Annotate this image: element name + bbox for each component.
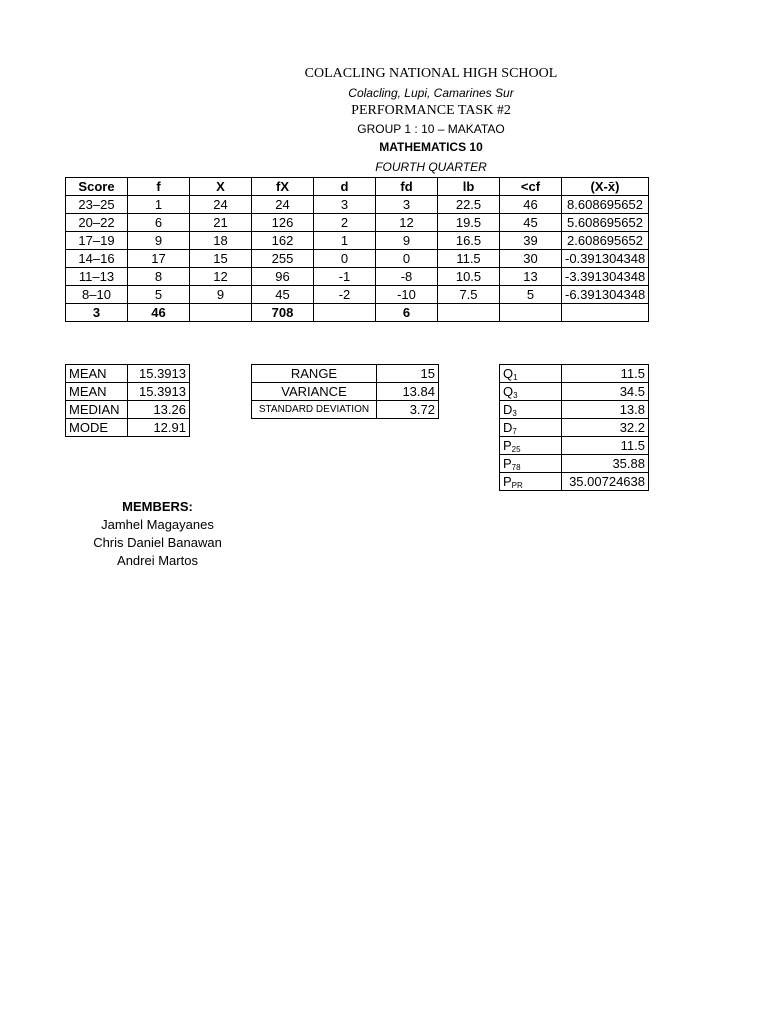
table-cell: 11–13 (66, 268, 128, 286)
table-cell: 18 (190, 232, 252, 250)
table-cell: -10 (376, 286, 438, 304)
table-row (66, 383, 190, 401)
table-row (66, 286, 649, 304)
stat-label: RANGE (252, 365, 377, 383)
position-subscript: 3 (513, 391, 518, 400)
column-header: <cf (500, 178, 562, 196)
stat-value: 15 (377, 365, 439, 383)
table-cell: 162 (252, 232, 314, 250)
table-cell: 2 (314, 214, 376, 232)
table-cell: -0.391304348 (562, 250, 649, 268)
position-value: 35.00724638 (562, 473, 649, 491)
table-row (500, 401, 649, 419)
table-row (252, 383, 439, 401)
stat-label: STANDARD DEVIATION (252, 401, 377, 419)
table-row (500, 473, 649, 491)
position-subscript: 25 (511, 445, 521, 454)
total-cell (438, 304, 500, 322)
position-subscript: 7 (512, 427, 517, 436)
table-cell: 5 (500, 286, 562, 304)
school-location: Colacling, Lupi, Camarines Sur (348, 86, 514, 100)
stat-value: 13.84 (377, 383, 439, 401)
column-header: lb (438, 178, 500, 196)
table-cell: 14–16 (66, 250, 128, 268)
column-header: X (190, 178, 252, 196)
table-cell: 20–22 (66, 214, 128, 232)
table-cell: 6 (128, 214, 190, 232)
members-title: MEMBERS: (122, 499, 193, 514)
table-cell: 12 (376, 214, 438, 232)
table-cell: 39 (500, 232, 562, 250)
stat-label: MEAN (66, 383, 128, 401)
position-subscript: 3 (512, 409, 517, 418)
table-cell: 3 (314, 196, 376, 214)
table-row (500, 365, 649, 383)
table-row (66, 365, 190, 383)
position-label (500, 383, 562, 401)
position-label (500, 365, 562, 383)
position-label (500, 401, 562, 419)
position-letter: D (503, 420, 513, 435)
task-title: PERFORMANCE TASK #2 (351, 103, 511, 118)
table-cell: 5 (128, 286, 190, 304)
subject-label: MATHEMATICS 10 (379, 140, 483, 154)
table-cell: 8.608695652 (562, 196, 649, 214)
total-cell: 46 (128, 304, 190, 322)
position-letter: P (503, 438, 512, 453)
quarter-label: FOURTH QUARTER (375, 160, 487, 174)
table-row (500, 455, 649, 473)
table-row (500, 383, 649, 401)
table-cell: 10.5 (438, 268, 500, 286)
table-cell: 3 (376, 196, 438, 214)
stat-label: MEDIAN (66, 401, 128, 419)
table-cell: 22.5 (438, 196, 500, 214)
column-header: d (314, 178, 376, 196)
table-cell: -3.391304348 (562, 268, 649, 286)
table-row (252, 401, 439, 419)
stat-label: MODE (66, 419, 128, 437)
stat-value: 15.3913 (128, 383, 190, 401)
table-cell: 24 (190, 196, 252, 214)
table-cell: 7.5 (438, 286, 500, 304)
table-cell: 19.5 (438, 214, 500, 232)
column-header: (X-x̄) (562, 178, 649, 196)
total-cell (562, 304, 649, 322)
table-cell: 17–19 (66, 232, 128, 250)
stat-label: VARIANCE (252, 383, 377, 401)
frequency-table (65, 177, 649, 322)
position-subscript: 1 (513, 373, 518, 382)
column-header: Score (66, 178, 128, 196)
table-row (66, 401, 190, 419)
position-value: 32.2 (562, 419, 649, 437)
position-subscript: PR (511, 481, 523, 490)
table-row (66, 268, 649, 286)
table-cell: 11.5 (438, 250, 500, 268)
column-header: fX (252, 178, 314, 196)
position-value: 11.5 (562, 365, 649, 383)
table-cell: 46 (500, 196, 562, 214)
central-tendency-table (65, 364, 190, 437)
table-cell: 0 (314, 250, 376, 268)
group-label: GROUP 1 : 10 – MAKATAO (357, 122, 505, 136)
position-subscript: 78 (511, 463, 521, 472)
position-label (500, 455, 562, 473)
table-cell: 96 (252, 268, 314, 286)
totals-row (66, 304, 649, 322)
table-cell: 8–10 (66, 286, 128, 304)
table-cell: 126 (252, 214, 314, 232)
total-cell (500, 304, 562, 322)
table-cell: 17 (128, 250, 190, 268)
member-name: Chris Daniel Banawan (93, 535, 222, 550)
position-table (499, 364, 649, 491)
stat-label: MEAN (66, 365, 128, 383)
header-row (66, 178, 649, 196)
column-header: f (128, 178, 190, 196)
school-name: COLACLING NATIONAL HIGH SCHOOL (304, 66, 558, 81)
position-value: 11.5 (562, 437, 649, 455)
total-cell (190, 304, 252, 322)
position-value: 35.88 (562, 455, 649, 473)
member-name: Jamhel Magayanes (101, 517, 214, 532)
table-cell: 255 (252, 250, 314, 268)
table-row (500, 419, 649, 437)
position-label (500, 473, 562, 491)
table-cell: 45 (252, 286, 314, 304)
table-cell: -2 (314, 286, 376, 304)
table-cell: 30 (500, 250, 562, 268)
stat-value: 13.26 (128, 401, 190, 419)
table-row (66, 214, 649, 232)
stat-value: 15.3913 (128, 365, 190, 383)
column-header: fd (376, 178, 438, 196)
stat-value: 12.91 (128, 419, 190, 437)
position-letter: P (503, 474, 512, 489)
table-row (66, 250, 649, 268)
position-letter: D (503, 402, 513, 417)
table-cell: 2.608695652 (562, 232, 649, 250)
table-row (500, 437, 649, 455)
table-row (66, 419, 190, 437)
table-cell: 45 (500, 214, 562, 232)
table-cell: 9 (190, 286, 252, 304)
member-name: Andrei Martos (117, 553, 198, 568)
table-row (66, 232, 649, 250)
position-letter: Q (503, 366, 514, 381)
position-letter: Q (503, 384, 514, 399)
table-cell: 16.5 (438, 232, 500, 250)
table-cell: 1 (128, 196, 190, 214)
position-value: 13.8 (562, 401, 649, 419)
members-section (80, 498, 235, 570)
table-cell: 8 (128, 268, 190, 286)
table-row (66, 196, 649, 214)
table-cell: 5.608695652 (562, 214, 649, 232)
table-cell: 1 (314, 232, 376, 250)
position-label (500, 437, 562, 455)
total-cell: 3 (66, 304, 128, 322)
table-cell: 12 (190, 268, 252, 286)
table-cell: 13 (500, 268, 562, 286)
table-cell: 9 (376, 232, 438, 250)
position-value: 34.5 (562, 383, 649, 401)
stat-value: 3.72 (377, 401, 439, 419)
table-row (252, 365, 439, 383)
table-cell: 23–25 (66, 196, 128, 214)
total-cell (314, 304, 376, 322)
table-cell: 0 (376, 250, 438, 268)
position-label (500, 419, 562, 437)
table-cell: -8 (376, 268, 438, 286)
table-cell: 15 (190, 250, 252, 268)
total-cell: 6 (376, 304, 438, 322)
table-cell: -1 (314, 268, 376, 286)
table-cell: 9 (128, 232, 190, 250)
table-cell: 24 (252, 196, 314, 214)
dispersion-table (251, 364, 439, 419)
position-letter: P (503, 456, 512, 471)
table-cell: -6.391304348 (562, 286, 649, 304)
total-cell: 708 (252, 304, 314, 322)
table-cell: 21 (190, 214, 252, 232)
